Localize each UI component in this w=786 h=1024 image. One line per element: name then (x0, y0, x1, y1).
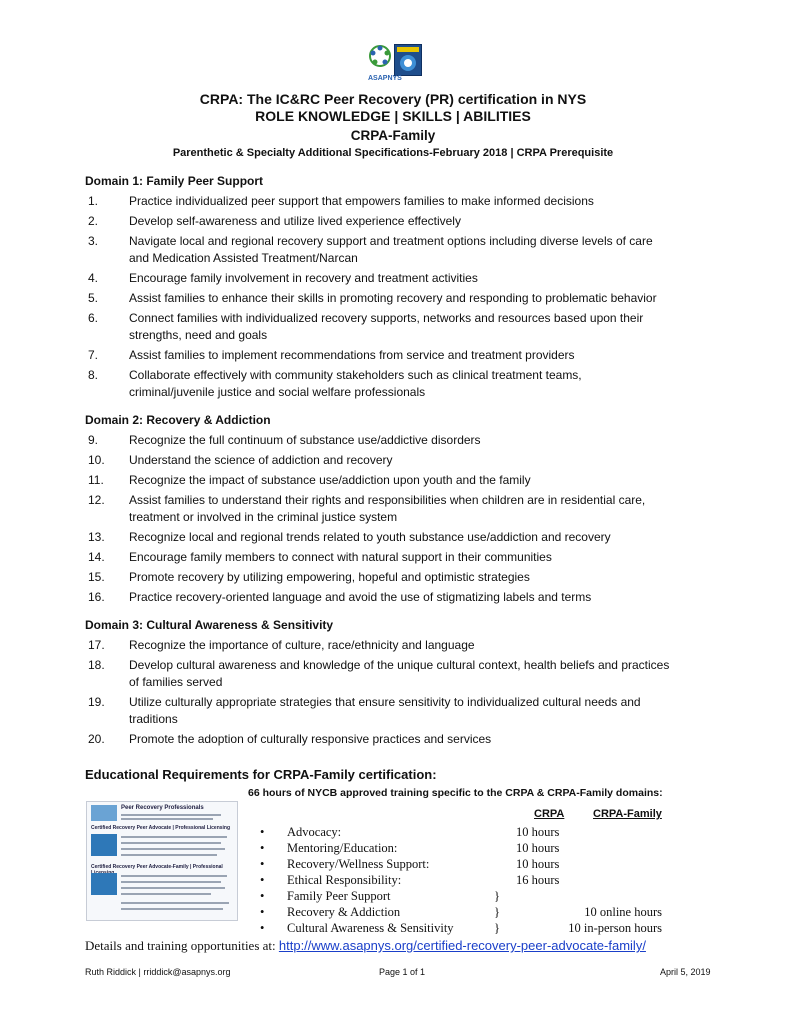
item-text: Encourage family members to connect with natural support in their communities (129, 550, 552, 564)
crpa-hours: 10 hours (516, 825, 560, 839)
requirement-label: Recovery & Addiction (287, 905, 401, 919)
certification-name: CRPA-Family (350, 128, 436, 143)
item-text: Utilize culturally appropriate strategies that ensure sensitivity to individualized cultural needs and (129, 695, 641, 709)
requirement-label: Ethical Responsibility: (287, 873, 402, 887)
crpa-family-hours: 10 in-person hours (568, 921, 662, 935)
item-text: Assist families to enhance their skills in promoting recovery and responding to problematic behavior (129, 291, 657, 305)
item-number: 7. (88, 348, 99, 362)
bullet-icon: • (260, 889, 265, 903)
requirement-label: Family Peer Support (287, 889, 391, 903)
requirement-row (0, 904, 786, 920)
bullet-icon: • (260, 825, 265, 839)
brace-icon: } (494, 889, 500, 903)
requirement-row (0, 872, 786, 888)
item-text: Navigate local and regional recovery support and treatment options including diverse levels of care (129, 234, 653, 248)
item-number: 2. (88, 214, 99, 228)
item-number: 12. (88, 493, 105, 507)
item-text: Collaborate effectively with community stakeholders such as clinical treatment teams, (129, 368, 582, 382)
crpa-family-hours: 10 online hours (584, 905, 662, 919)
domain-title: Domain 2: Recovery & Addiction (85, 413, 271, 427)
requirement-label: Cultural Awareness & Sensitivity (287, 921, 454, 935)
item-text: Practice recovery-oriented language and avoid the use of stigmatizing labels and terms (129, 590, 592, 604)
crpa-hours: 16 hours (516, 873, 560, 887)
asapnys-logo-icon (368, 44, 392, 74)
item-text: Develop cultural awareness and knowledge of the unique cultural context, health beliefs and practices (129, 658, 670, 672)
item-text: Assist families to understand their rights and responsibilities when children are in residential care, (129, 493, 646, 507)
crpa-hours: 10 hours (516, 857, 560, 871)
bullet-icon: • (260, 873, 265, 887)
brace-icon: } (494, 905, 500, 919)
item-number: 19. (88, 695, 105, 709)
item-text: Recognize the full continuum of substance use/addictive disorders (129, 433, 481, 447)
thumbnail-text-line (121, 814, 221, 816)
header-logos (368, 44, 420, 88)
requirement-row (0, 856, 786, 872)
item-text: strengths, need and goals (129, 328, 268, 342)
domain-title: Domain 3: Cultural Awareness & Sensitivity (85, 618, 334, 632)
item-text: Develop self-awareness and utilize lived experience effectively (129, 214, 461, 228)
requirement-label: Recovery/Wellness Support: (287, 857, 430, 871)
item-number: 14. (88, 550, 105, 564)
item-number: 6. (88, 311, 99, 325)
item-text: Recognize the impact of substance use/addiction upon youth and the family (129, 473, 531, 487)
crpa-hours: 10 hours (516, 841, 560, 855)
item-number: 4. (88, 271, 99, 285)
requirement-row (0, 840, 786, 856)
logo-caption: ASAPNYS (368, 75, 402, 82)
item-number: 8. (88, 368, 99, 382)
item-number: 3. (88, 234, 99, 248)
item-text: Assist families to implement recommendations from service and treatment providers (129, 348, 575, 362)
item-number: 15. (88, 570, 105, 584)
domain-title: Domain 1: Family Peer Support (85, 174, 264, 188)
thumbnail-section-1: Certified Recovery Peer Advocate | Professional Licensing (91, 825, 231, 831)
bullet-icon: • (260, 857, 265, 871)
requirement-label: Advocacy: (287, 825, 342, 839)
item-number: 1. (88, 194, 99, 208)
item-number: 18. (88, 658, 105, 672)
requirement-label: Mentoring/Education: (287, 841, 398, 855)
item-number: 13. (88, 530, 105, 544)
item-number: 16. (88, 590, 105, 604)
requirement-row (0, 920, 786, 936)
brace-icon: } (494, 921, 500, 935)
education-subtitle: 66 hours of NYCB approved training specific to the CRPA & CRPA-Family domains: (248, 787, 663, 799)
item-text: Promote the adoption of culturally responsive practices and services (129, 732, 492, 746)
item-text: Promote recovery by utilizing empowering, hopeful and optimistic strategies (129, 570, 530, 584)
item-number: 20. (88, 732, 105, 746)
bullet-icon: • (260, 841, 265, 855)
education-title: Educational Requirements for CRPA-Family certification: (85, 767, 437, 782)
item-text: Encourage family involvement in recovery and treatment activities (129, 271, 478, 285)
certification-board-logo-icon (394, 44, 422, 76)
item-number: 11. (88, 473, 104, 487)
page-subtitle: ROLE KNOWLEDGE | SKILLS | ABILITIES (255, 108, 531, 124)
item-text: Understand the science of addiction and recovery (129, 453, 393, 467)
footer-date: April 5, 2019 (660, 967, 711, 977)
bullet-icon: • (260, 921, 265, 935)
requirement-row (0, 888, 786, 904)
bullet-icon: • (260, 905, 265, 919)
item-text: Practice individualized peer support that empowers families to make informed decisions (129, 194, 594, 208)
page-title: CRPA: The IC&RC Peer Recovery (PR) certification in NYS (199, 91, 587, 107)
item-number: 9. (88, 433, 99, 447)
thumbnail-section-2: Certified Recovery Peer Advocate-Family | Professional (91, 864, 223, 870)
details-link[interactable]: http://www.asapnys.org/certified-recovery-peer-advocate-family/ (278, 938, 646, 953)
column-header-crpa: CRPA (534, 808, 565, 820)
item-text: and Medication Assisted Treatment/Narcan (129, 251, 358, 265)
thumbnail-heading: Peer Recovery Professionals (121, 805, 204, 811)
item-text: of families served (129, 675, 223, 689)
requirement-row (0, 824, 786, 840)
item-text: Recognize the importance of culture, race/ethnicity and language (129, 638, 475, 652)
footer-author: Ruth Riddick | rriddick@asapnys.org (85, 967, 231, 977)
item-text: treatment or involved in the criminal justice system (129, 510, 398, 524)
item-text: Connect families with individualized recovery supports, networks and resources based upon their (129, 311, 644, 325)
item-text: criminal/juvenile justice and social welfare professionals (129, 385, 426, 399)
item-text: traditions (129, 712, 178, 726)
details-line (85, 938, 646, 954)
item-text: Recognize local and regional trends related to youth substance use/addiction and recovery (129, 530, 611, 544)
details-label: Details and training opportunities at: (85, 938, 276, 953)
item-number: 17. (88, 638, 105, 652)
thumbnail-text-line (121, 818, 213, 820)
footer-page-number: Page 1 of 1 (379, 967, 426, 977)
item-number: 10. (88, 453, 105, 467)
specification-line: Parenthetic & Specialty Additional Specifications-February 2018 | CRPA Prerequisite (172, 147, 614, 159)
item-number: 5. (88, 291, 99, 305)
thumbnail-logo-icon (91, 805, 117, 821)
column-header-crpa-family: CRPA-Family (593, 808, 662, 820)
